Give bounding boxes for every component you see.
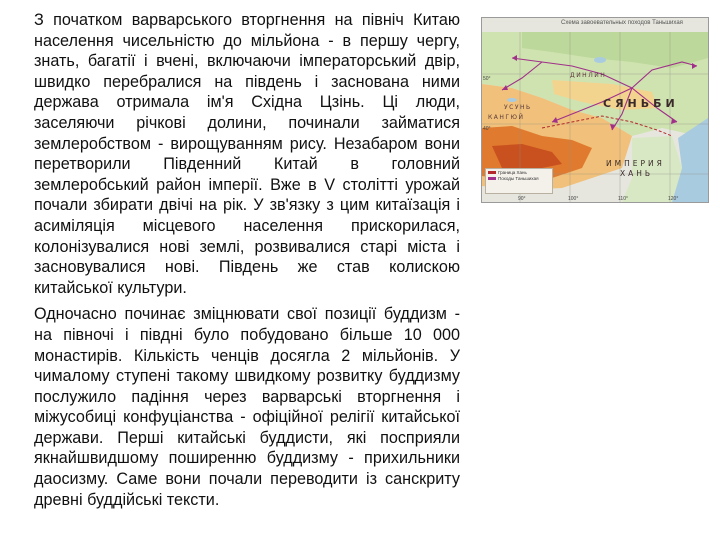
legend-label: Походы Таньшихая <box>498 176 539 181</box>
paragraph-2: Одночасно починає зміцнювати свої позиції буддизм - на півночі і півдні було побудовано більше 10 000 монастирів. Кількість ченців досягла 2 мільйонів. У чималому ступені такому швидкому розвитку буддизму послужило падіння через варварські вторгнення і міжусобиці конфуціанства - офіційної релігії китайської держави. Перші китайські буддисти, які посприяли якнайшвидшому поширенню буддизму - прихильники даосизму. Саме вони почали переводити із санскриту древні буддійські тексти. <box>34 305 460 509</box>
legend-label: Граница Хань <box>498 170 527 175</box>
paragraph-1: З початком варварського вторгнення на північ Китаю населення чисельністю до мільйона - в першу чергу, знать, багатії і вчені, включаючи імператорський двір, швидко перебралися на південь і заснована ними держава отримала ім'я Східна Цзінь. Ці люди, заселяючи річкові долини, починали займатися землеробством - вирощуванням рису. Незабаром вони перетворили Південний Китай в головний землеробський район імперії. Вже в V столітті урожай почали збирати двічі на рік. У зв'язку з цим китаїзація і асиміляція місцевого населення прискорилася, колонізувалися нові землі, розвивалися старі міста і засновувалися нові. Південь же став колискою китайської культури. <box>34 11 460 297</box>
legend-swatch <box>488 177 496 180</box>
coord-label: 110° <box>618 196 628 202</box>
coord-label: 90° <box>518 196 526 202</box>
label-usun: УСУНЬ <box>504 104 532 111</box>
label-syanbi: СЯНЬБИ <box>603 97 679 110</box>
map-title: Схема завоевательных походов Таньшихая <box>561 20 683 26</box>
label-imperiya: ИМПЕРИЯ <box>606 159 665 168</box>
legend-swatch <box>488 171 496 174</box>
map-legend <box>485 168 553 194</box>
coord-label: 40° <box>483 126 491 132</box>
label-dinlin: ДИНЛИН <box>570 72 607 79</box>
coord-label: 120° <box>668 196 679 202</box>
article-text <box>34 10 460 516</box>
historical-map <box>481 17 709 203</box>
coord-label: 100° <box>568 196 579 202</box>
legend-item-route <box>488 176 550 182</box>
label-kangyuy: КАНГЮЙ <box>488 114 525 121</box>
coord-label: 50° <box>483 76 491 82</box>
label-khan: ХАНЬ <box>620 169 654 178</box>
